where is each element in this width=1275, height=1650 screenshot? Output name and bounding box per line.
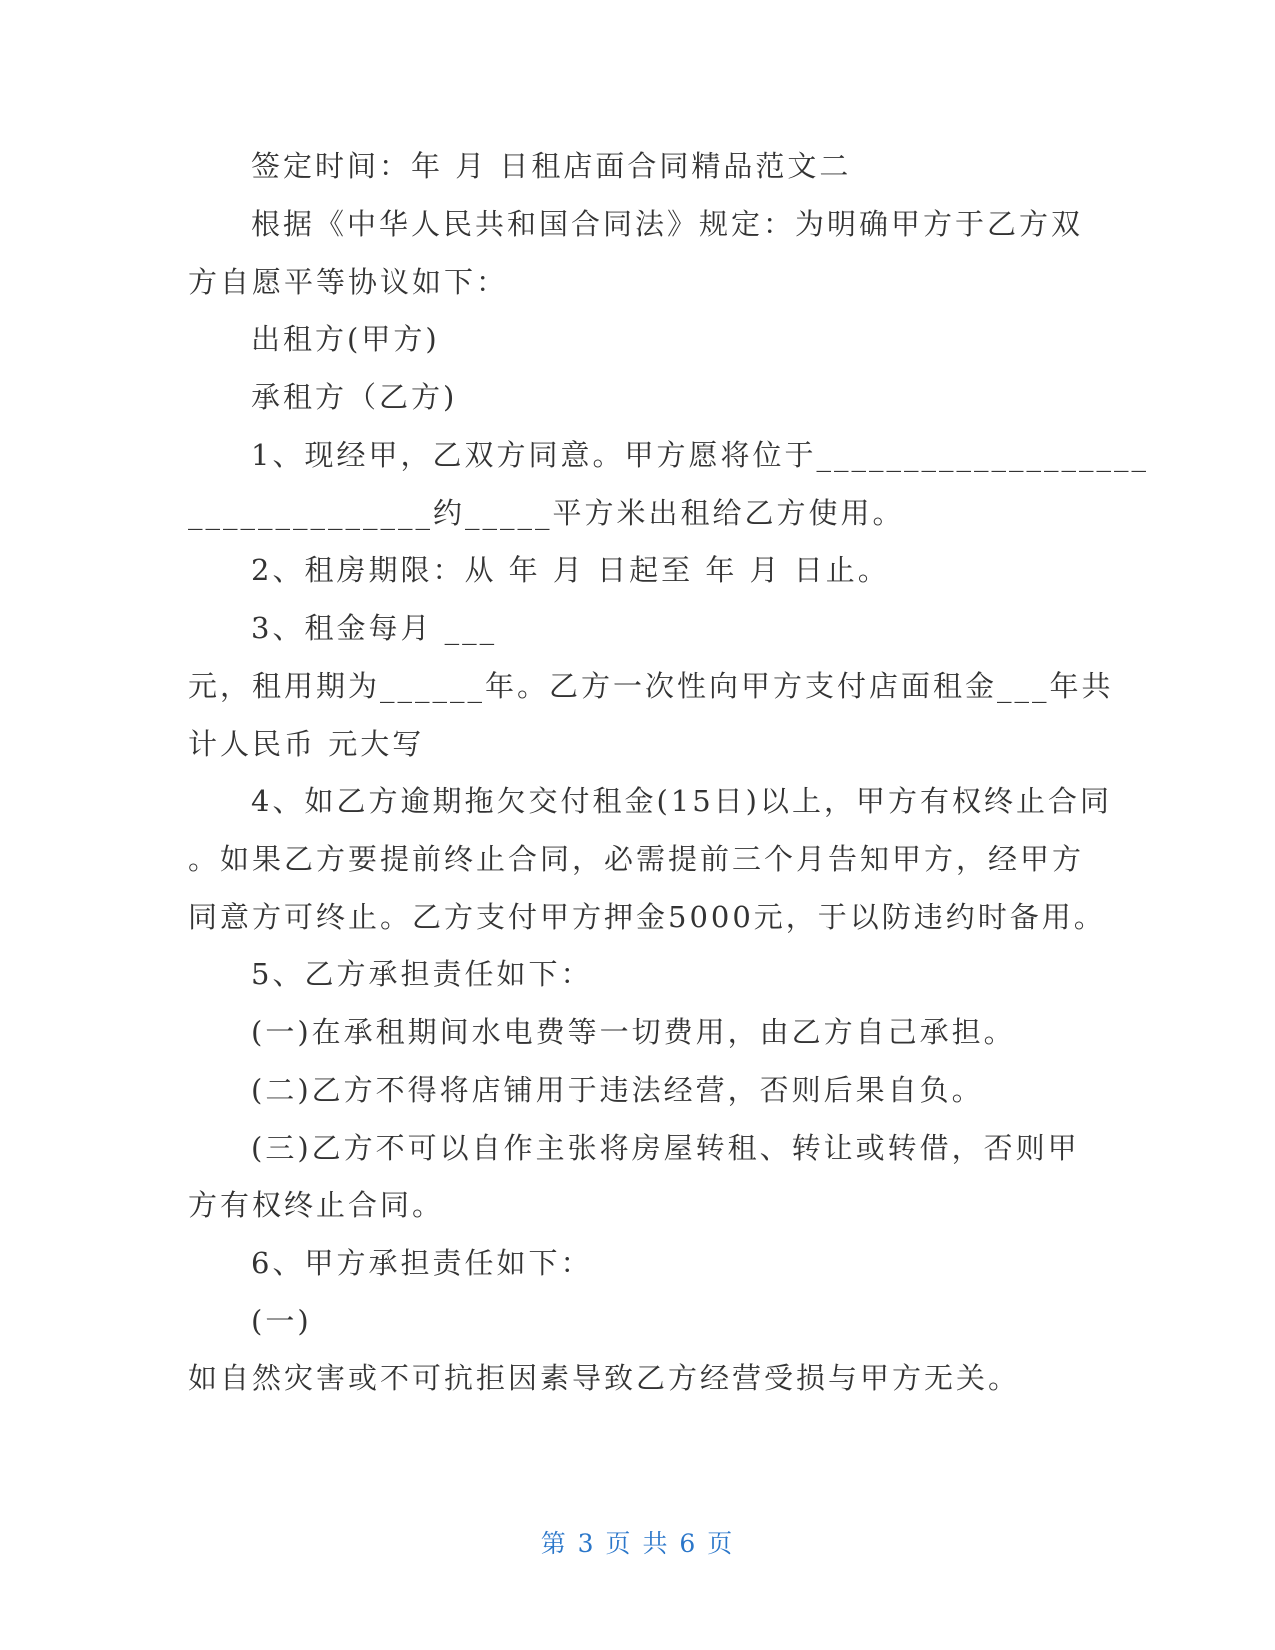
clause-3-line: 3、租金每月 ___ bbox=[251, 611, 498, 645]
clause-6-item-1-cont-line: 如自然灾害或不可抗拒因素导致乙方经营受损与甲方无关。 bbox=[188, 1361, 1021, 1395]
clause-2-line: 2、租房期限：从 年 月 日起至 年 月 日止。 bbox=[251, 553, 890, 587]
clause-5-item-2-line: (二)乙方不得将店铺用于违法经营，否则后果自负。 bbox=[251, 1073, 984, 1107]
clause-4-line: 4、如乙方逾期拖欠交付租金(15日)以上，甲方有权终止合同 bbox=[251, 784, 1112, 818]
clause-3-cont-line: 元，租用期为______年。乙方一次性向甲方支付店面租金___年共 bbox=[188, 669, 1114, 703]
clause-5-item-3-cont-line: 方有权终止合同。 bbox=[188, 1188, 445, 1222]
contract-law-line: 根据《中华人民共和国合同法》规定：为明确甲方于乙方双 bbox=[251, 207, 1084, 241]
page-indicator: 第 3 页 共 6 页 bbox=[540, 1529, 735, 1558]
clause-5-item-3-line: (三)乙方不可以自作主张将房屋转租、转让或转借，否则甲 bbox=[251, 1131, 1080, 1165]
lessee-line: 承租方（乙方) bbox=[251, 380, 458, 414]
clause-1-cont-line: ______________约_____平方米出租给乙方使用。 bbox=[188, 496, 905, 530]
clause-4-cont-line: 。如果乙方要提前终止合同，必需提前三个月告知甲方，经甲方 bbox=[188, 842, 1085, 876]
clause-5-item-1-line: (一)在承租期间水电费等一切费用，由乙方自己承担。 bbox=[251, 1015, 1016, 1049]
agreement-intro-line: 方自愿平等协议如下： bbox=[188, 265, 509, 299]
clause-6-item-1-line: (一) bbox=[251, 1304, 312, 1338]
lessor-line: 出租方(甲方) bbox=[251, 322, 440, 356]
clause-4-cont2-line: 同意方可终止。乙方支付甲方押金5000元，于以防违约时备用。 bbox=[188, 900, 1106, 934]
clause-1-line: 1、现经甲，乙双方同意。甲方愿将位于___________________ bbox=[251, 438, 1149, 472]
clause-5-line: 5、乙方承担责任如下： bbox=[251, 957, 593, 991]
clause-6-line: 6、甲方承担责任如下： bbox=[251, 1246, 593, 1280]
signing-date-line: 签定时间：年 月 日租店面合同精品范文二 bbox=[251, 149, 852, 183]
clause-3-cont2-line: 计人民币 元大写 bbox=[188, 727, 425, 761]
